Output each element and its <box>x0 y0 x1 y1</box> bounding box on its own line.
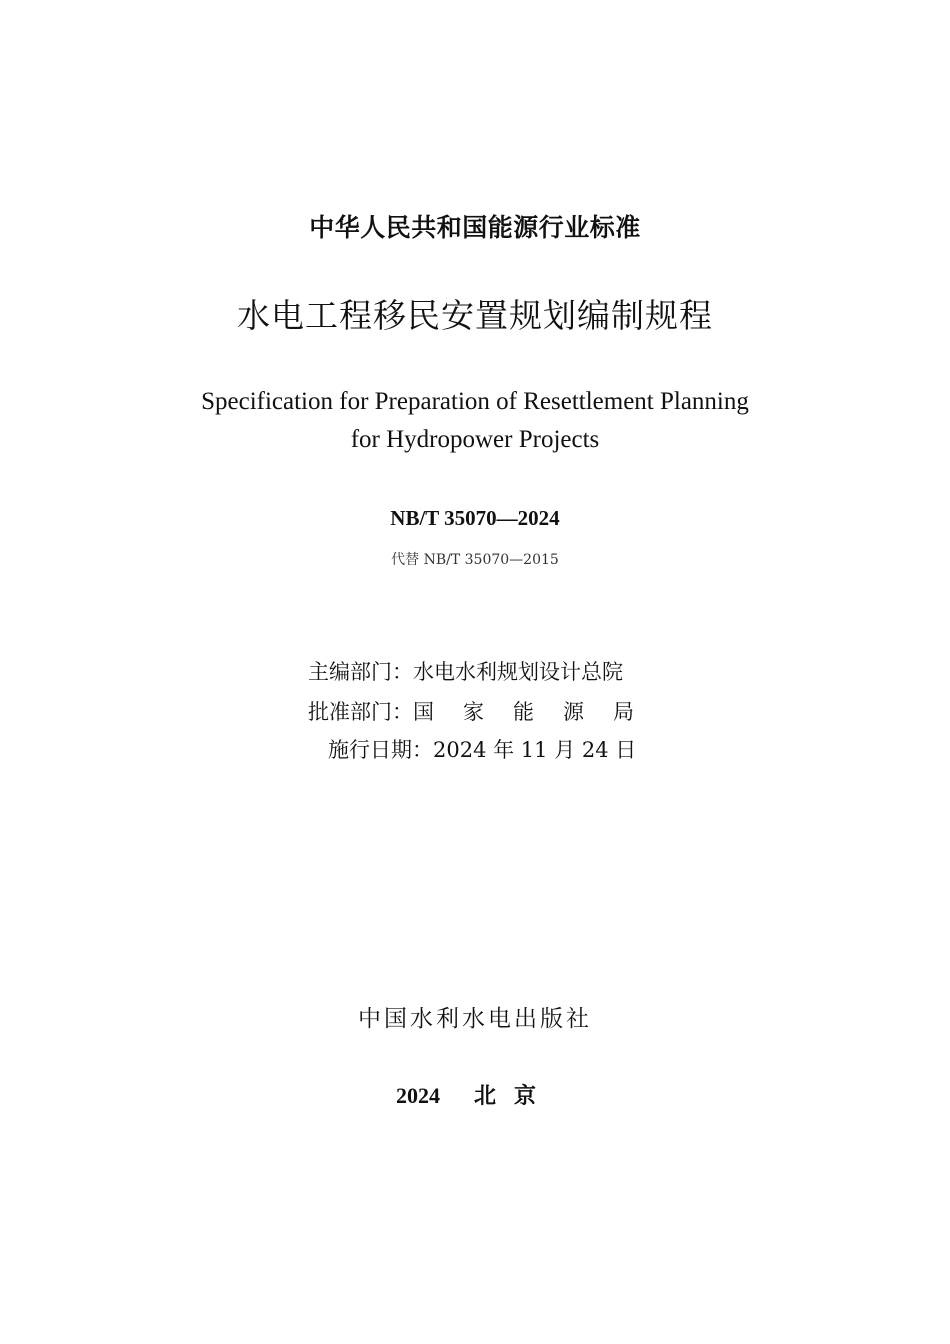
approver-value: 国家能源局 <box>413 700 663 724</box>
editor-value: 水电水利规划设计总院 <box>413 660 623 684</box>
editor-label: 主编部门： <box>308 660 413 684</box>
approver-department <box>308 696 663 726</box>
effective-value: 2024 年 11 月 24 日 <box>433 738 637 762</box>
approver-label: 批准部门： <box>308 700 413 724</box>
publication-city: 北京 <box>473 1084 554 1109</box>
publisher: 中国水利水电出版社 <box>358 1006 592 1032</box>
industry-standard-heading: 中华人民共和国能源行业标准 <box>309 213 641 242</box>
publication-year: 2024 <box>395 1083 440 1108</box>
english-title-line-2: for Hydropower Projects <box>350 426 600 453</box>
effective-label: 施行日期： <box>328 738 433 762</box>
english-title-line-1: Specification for Preparation of Resettlement Planning <box>201 388 749 415</box>
standard-code: NB/T 35070—2024 <box>390 506 560 530</box>
effective-date <box>328 734 636 764</box>
publication-year-city <box>0 1079 950 1110</box>
chinese-title: 水电工程移民安置规划编制规程 <box>237 296 713 335</box>
replaces-note: 代替 NB/T 35070—2015 <box>391 552 559 568</box>
editor-department <box>308 656 623 686</box>
